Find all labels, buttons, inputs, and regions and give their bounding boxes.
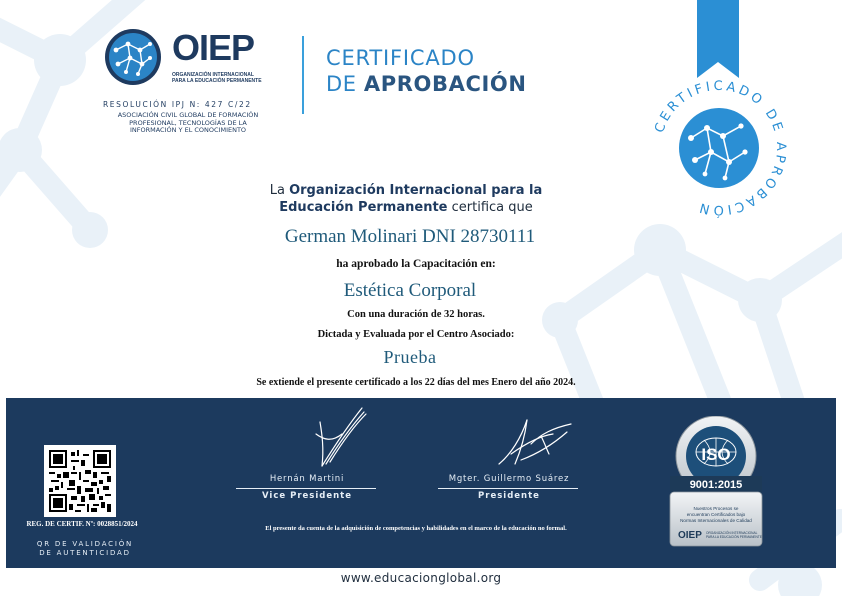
iso-brand-sub2: PARA LA EDUCACIÓN PERMANENTE bbox=[706, 535, 762, 539]
association-description bbox=[104, 112, 272, 135]
course-name: Estética Corporal bbox=[343, 280, 477, 301]
certificate-subtitle bbox=[326, 72, 527, 96]
intro-line2 bbox=[196, 199, 616, 216]
validation-qr-code[interactable] bbox=[44, 445, 116, 517]
intro-statement bbox=[196, 182, 616, 216]
intro-line1 bbox=[196, 182, 616, 199]
iso-code: 9001:2015 bbox=[689, 479, 743, 491]
association-line2: PROFESIONAL, TECNOLOGÍAS DE LA bbox=[129, 118, 247, 127]
intro-org-name2: Educación Permanente bbox=[279, 200, 448, 215]
website-link[interactable]: www.educacionglobal.org bbox=[340, 571, 502, 585]
resolution-number: RESOLUCIÓN IPJ N: 427 C/22 bbox=[103, 100, 252, 109]
intro-la: La bbox=[269, 183, 285, 198]
approval-seal-icon bbox=[649, 78, 789, 218]
registration-number: REG. DE CERTIF. Nº: 0028851/2024 bbox=[26, 520, 138, 528]
dictated-statement: Dictada y Evaluada por el Centro Asociado: bbox=[317, 329, 515, 340]
header-divider bbox=[302, 36, 304, 114]
qr-validation-line1: QR DE VALIDACIÓN bbox=[36, 540, 134, 548]
ribbon-icon bbox=[697, 0, 739, 78]
globe-network-icon bbox=[104, 28, 162, 86]
vice-president-signature-line bbox=[236, 488, 376, 489]
approved-statement: ha aprobado la Capacitación en: bbox=[336, 258, 496, 270]
logo-subtitle bbox=[172, 72, 282, 84]
iso-text-line2: encuentran Certificados bajo bbox=[686, 512, 746, 517]
intro-org-name1: Organización Internacional para la bbox=[289, 183, 543, 198]
logo-wordmark: OIEP bbox=[172, 27, 255, 68]
vice-president-name: Hernán Martini bbox=[269, 474, 345, 484]
iso-text-line3: Normas Internacionales de Calidad bbox=[680, 518, 752, 523]
president-role: Presidente bbox=[478, 491, 540, 501]
oiep-logo bbox=[104, 28, 304, 88]
iso-label: ISO bbox=[701, 445, 731, 464]
seal-text: CERTIFICADO DE APROBACIÓN bbox=[652, 78, 789, 218]
logo-subtitle-line1: ORGANIZACIÓN INTERNACIONAL bbox=[172, 72, 254, 78]
iso-brand: OIEP bbox=[678, 530, 702, 541]
recipient-name: German Molinari DNI 28730111 bbox=[284, 226, 536, 247]
president-signature-line bbox=[438, 488, 578, 489]
iso-text-line1: Nuestros Procesos se bbox=[693, 506, 739, 511]
qr-validation-label bbox=[20, 540, 150, 558]
association-line3: INFORMACIÓN Y EL CONOCIMIENTO bbox=[129, 126, 247, 135]
certificate-title: CERTIFICADO bbox=[326, 46, 475, 70]
iso-certification-badge bbox=[666, 416, 766, 548]
associated-center-name: Prueba bbox=[383, 347, 437, 367]
signature-president bbox=[466, 414, 606, 470]
president-name: Mgter. Guillermo Suárez bbox=[448, 474, 570, 484]
signature-vice-president bbox=[272, 404, 412, 472]
logo-subtitle-line2: PARA LA EDUCACIÓN PERMANENTE bbox=[172, 78, 262, 84]
title-aprobacion: APROBACIÓN bbox=[363, 72, 527, 96]
vice-president-role: Vice Presidente bbox=[262, 491, 352, 501]
intro-certifica: certifica que bbox=[451, 200, 533, 215]
title-de: DE bbox=[326, 72, 357, 96]
iso-brand-sub1: ORGANIZACIÓN INTERNACIONAL bbox=[706, 531, 758, 535]
issue-date-statement: Se extiende el presente certificado a los 22 días del mes Enero del año 2024. bbox=[256, 377, 576, 388]
non-formal-education-disclaimer: El presente da cuenta de la adquisición de competencias y habilidades en el marco de la educación no formal. bbox=[265, 525, 567, 532]
duration-statement: Con una duración de 32 horas. bbox=[347, 309, 485, 320]
association-line1: ASOCIACIÓN CIVIL GLOBAL DE FORMACIÓN bbox=[117, 111, 259, 119]
qr-validation-line2: DE AUTENTICIDAD bbox=[39, 549, 131, 557]
qr-code-icon bbox=[47, 448, 113, 514]
